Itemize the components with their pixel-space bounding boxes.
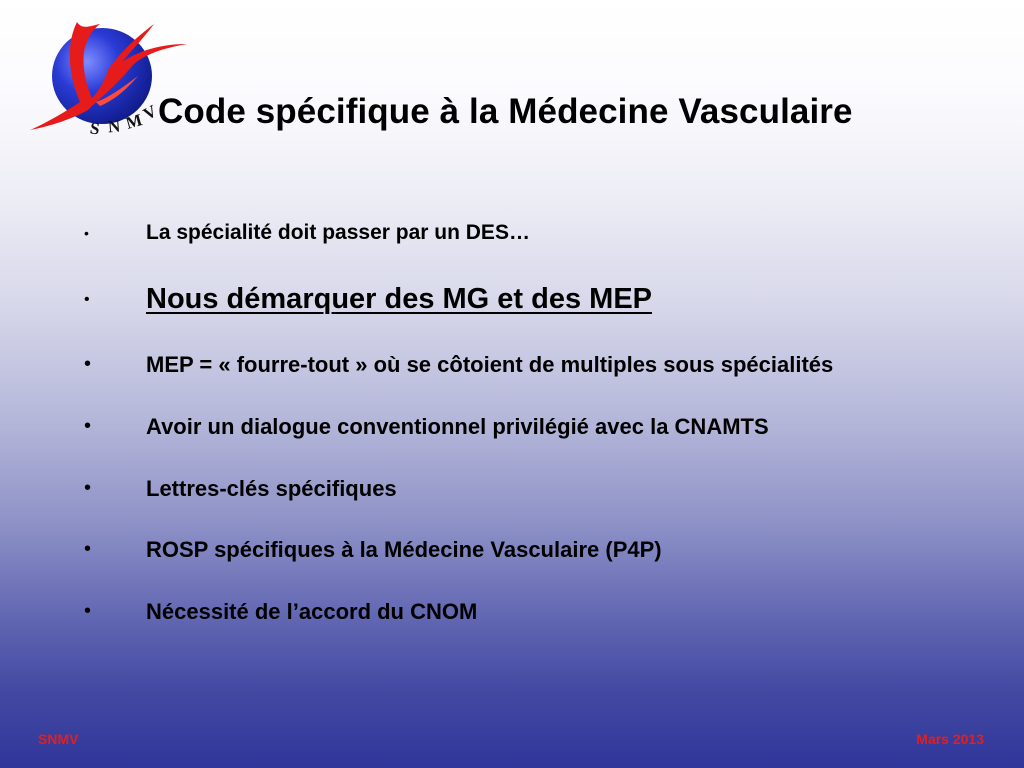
bullet-text: Nous démarquer des MG et des MEP — [146, 283, 653, 315]
bullet-icon: • — [84, 225, 89, 241]
bullet-icon: • — [84, 538, 92, 560]
bullet-icon: • — [84, 291, 90, 308]
bullet-icon: • — [84, 415, 92, 437]
bullet-text: La spécialité doit passer par un DES… — [146, 221, 530, 244]
footer-organization: SNMV — [38, 731, 79, 747]
bullet-text: ROSP spécifiques à la Médecine Vasculaire (P4P) — [146, 537, 662, 562]
bullet-text: Nécessité de l’accord du CNOM — [146, 599, 478, 624]
bullet-text: Lettres-clés spécifiques — [146, 476, 397, 501]
bullet-icon: • — [84, 600, 92, 622]
bullet-icon: • — [84, 353, 92, 375]
bullet-text: Avoir un dialogue conventionnel privilégié avec la CNAMTS — [146, 414, 769, 439]
logo-letter-s: S — [88, 118, 101, 139]
logo-letter-m: M — [123, 110, 145, 133]
slide-title: Code spécifique à la Médecine Vasculaire — [158, 92, 853, 131]
footer-date: Mars 2013 — [916, 731, 984, 747]
bullet-text: MEP = « fourre-tout » où se côtoient de multiples sous spécialités — [146, 352, 834, 377]
bullet-icon: • — [84, 477, 92, 499]
logo-letter-v: V — [140, 101, 160, 124]
logo-letter-n: N — [107, 116, 121, 137]
